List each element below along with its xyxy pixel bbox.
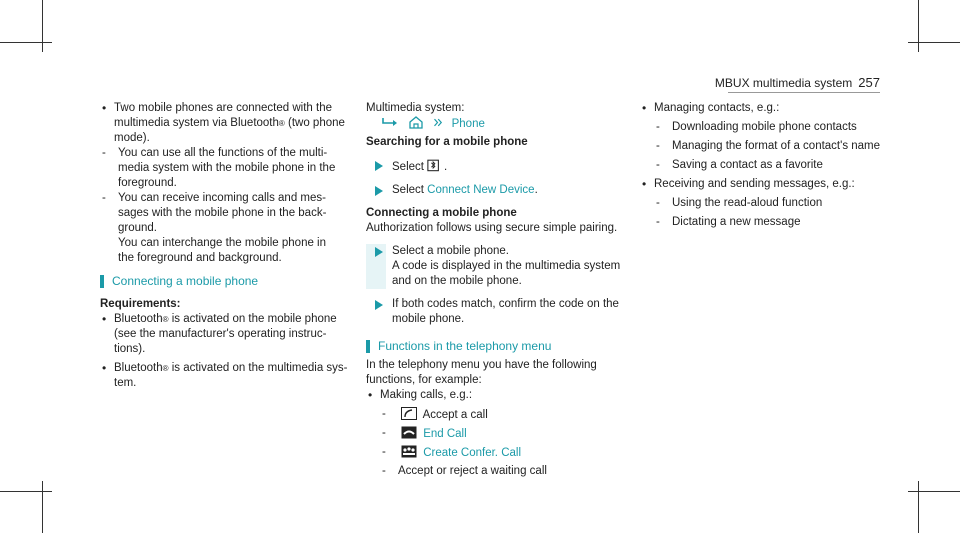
list-item: - Accept or reject a waiting call [382, 465, 547, 477]
requirements-label: Requirements: [100, 298, 181, 310]
list-item: • Receiving and sending messages, e.g.: [640, 177, 890, 192]
heading-searching: Searching for a mobile phone [366, 136, 528, 148]
section-heading: Connecting a mobile phone [100, 274, 350, 289]
page-number: 257 [858, 75, 880, 90]
list-item: - You can receive incoming calls and mes- sages with the mobile phone in the back- ground. You can interchange the mobile phone in the foreground and background. [102, 192, 327, 264]
crop-mark [42, 0, 43, 52]
list-item: - Managing the format of a contact's name [656, 140, 881, 152]
nav-path [366, 116, 622, 133]
header-title: MBUX multimedia system [714, 76, 853, 90]
crop-mark [42, 481, 43, 533]
bluetooth-phone-icon[interactable] [427, 158, 441, 172]
list-item: - You can use all the functions of the multi- media system with the mobile phone in the foreground. [102, 147, 336, 189]
step: Select Connect New Device. [366, 183, 622, 198]
list-item: • Making calls, e.g.: [366, 388, 622, 403]
section-heading: Functions in the telephony menu [366, 339, 622, 354]
column-1 [100, 101, 350, 391]
list-item: - Using the read-aloud function [656, 197, 823, 209]
list-item: • Two mobile phones are connected with the multimedia system via Bluetooth® (two phone mode). [100, 101, 350, 146]
list-item: - Dictating a new message [656, 216, 801, 228]
heading-connecting: Connecting a mobile phone [366, 207, 517, 219]
list-item: - End Call [382, 427, 467, 440]
list-item: - Accept a call [382, 408, 488, 421]
intro-text: Multimedia system: [366, 102, 465, 114]
nav-phone[interactable]: Phone [451, 118, 485, 130]
home-icon [408, 116, 424, 129]
list-item: • Managing contacts, e.g.: [640, 101, 890, 116]
step: Select a mobile phone. A code is displayed in the multimedia system and on the mobile phone. [366, 244, 622, 289]
list-item: - Downloading mobile phone contacts [656, 121, 857, 133]
step: Select . [366, 158, 622, 175]
conference-call-icon [401, 445, 417, 458]
crop-mark [0, 42, 52, 43]
column-3 [640, 101, 890, 234]
list-item: - Saving a contact as a favorite [656, 159, 823, 171]
step: If both codes match, confirm the code on the mobile phone. [366, 297, 622, 327]
connect-new-device-link[interactable]: Connect New Device [427, 184, 535, 196]
page-header [715, 75, 880, 91]
crop-mark [918, 481, 919, 533]
accept-call-icon [401, 407, 417, 420]
list-item: • Bluetooth® is activated on the multimedia sys- tem. [100, 361, 350, 391]
end-call-icon [401, 426, 417, 439]
crop-mark [918, 0, 919, 52]
list-item: - Create Confer. Call [382, 446, 521, 459]
list-item: • Bluetooth® is activated on the mobile phone (see the manufacturer's operating instruc- tions). [100, 312, 350, 357]
column-2: Multimedia system: Phone Searching for a mobile phone Select . Select Connect New Device. Connecting a mobile phone Authorization follows using secure simple pairing. Select a mobile phone. A code is displayed in the multimedia system and on the mobile phone. If both codes match, confirm the code on the mobile phone. Functions in the telephony menu In the telephony menu you have the following functions, for example: • Making calls, e.g.: - Accept a call - End Call - Create Confer. Call - Accept or reject a waiting call [366, 101, 622, 479]
header-rule [728, 92, 880, 93]
crop-mark [908, 491, 960, 492]
nav-arrow-icon [379, 116, 399, 129]
crop-mark [0, 491, 52, 492]
crop-mark [908, 42, 960, 43]
double-chevron-icon [433, 116, 445, 129]
